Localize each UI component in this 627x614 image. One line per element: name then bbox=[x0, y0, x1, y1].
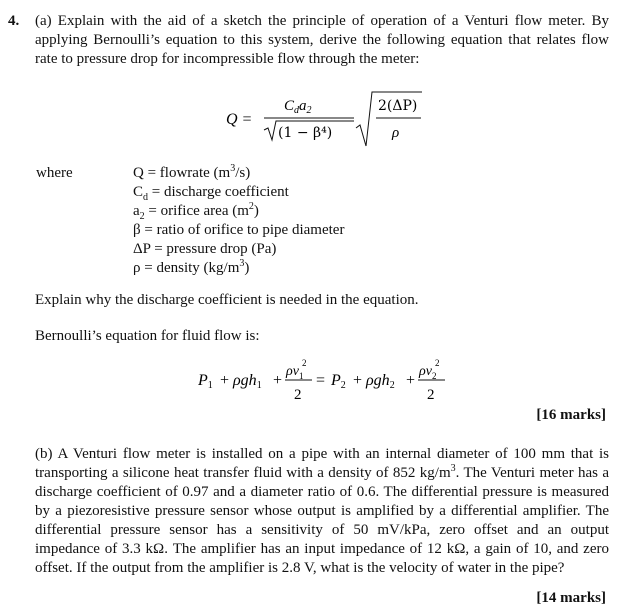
eq-lhs: Q = bbox=[226, 111, 253, 128]
bern-rgh2: ρgh2 bbox=[366, 372, 395, 391]
def-beta: β = ratio of orifice to pipe diameter bbox=[133, 222, 345, 238]
bern-frac2-den: 2 bbox=[427, 387, 435, 403]
part-a-prefix: (a) bbox=[35, 13, 52, 29]
eq-denominator: (1 − β⁴) bbox=[278, 125, 333, 141]
bern-frac1-den: 2 bbox=[294, 387, 302, 403]
question-number: 4. bbox=[8, 13, 20, 29]
bern-p1: P1 bbox=[198, 372, 213, 391]
bern-frac1-sup: 2 bbox=[302, 359, 307, 368]
bern-plus-4: + bbox=[406, 372, 416, 389]
part-b-body-2: . The Venturi meter has a discharge coefficient of 0.97 and a diameter ratio of 0.6. The differential pressure is measured by a piezoresistive pressure sensor whose output is amplified by a differential amplifier. The differential pressure sensor has a sensitivity of 50 mV/kPa, zero offset and an output impedance of 3.3 kΩ. The amplifier has an input impedance of 12 kΩ, a gain of 10, and zero offset. If the output from the amplifier is 2.8 V, what is the velocity of water in the pipe? bbox=[35, 465, 610, 576]
part-b-body-1: A Venturi flow meter is installed on a pipe with an internal diameter of 100 mm that is transporting a silicone heat transfer fluid with a density of 852 kg/m bbox=[35, 446, 609, 481]
part-b-text bbox=[35, 445, 609, 578]
eq-numerator: $C_da_2$ bbox=[284, 98, 312, 116]
bern-frac1-num: $\rho v_1$ bbox=[286, 364, 304, 381]
bern-frac2-sup: 2 bbox=[435, 359, 440, 368]
part-a-text bbox=[35, 12, 609, 69]
part-a-marks: [16 marks] bbox=[536, 407, 606, 423]
bern-rgh1: ρgh1 bbox=[233, 372, 262, 391]
part-b-marks: [14 marks] bbox=[536, 590, 606, 606]
eq-sqrt-numerator: 2(ΔP) bbox=[378, 98, 418, 114]
bernoulli-label: Bernoulli’s equation for fluid flow is: bbox=[35, 328, 260, 344]
part-a-body: Explain with the aid of a sketch the principle of operation of a Venturi flow meter. By applying Bernoulli’s equation to this system, derive the following equation that relates flow rate to pressure drop for incompressible flow through the meter: bbox=[35, 13, 609, 67]
def-rho: ρ = density $(kg/m^3)$ bbox=[133, 258, 250, 276]
bern-plus-1: + bbox=[220, 372, 230, 389]
where-label: where bbox=[36, 165, 73, 181]
venturi-equation bbox=[226, 88, 426, 150]
definitions-list bbox=[133, 164, 344, 278]
def-cd: $C_d$ = discharge coefficient bbox=[133, 184, 289, 203]
part-b-sup: 3 bbox=[450, 463, 456, 474]
part-b-prefix: (b) bbox=[35, 446, 53, 462]
def-q: Q = flowrate $(m^3/s)$ bbox=[133, 163, 251, 181]
bern-frac2-num: $\rho v_2$ bbox=[419, 364, 437, 381]
def-delta-p: ΔP = pressure drop (Pa) bbox=[133, 241, 277, 257]
bernoulli-equation bbox=[198, 359, 448, 409]
bern-plus-3: + bbox=[353, 372, 363, 389]
bern-equals: = bbox=[316, 372, 326, 389]
bern-p2: P2 bbox=[331, 372, 346, 391]
def-a2: $a_2$ = orifice area $(m^2)$ bbox=[133, 201, 259, 222]
eq-sqrt-denominator: ρ bbox=[392, 125, 400, 141]
bern-plus-2: + bbox=[273, 372, 283, 389]
explain-instruction: Explain why the discharge coefficient is needed in the equation. bbox=[35, 292, 419, 308]
